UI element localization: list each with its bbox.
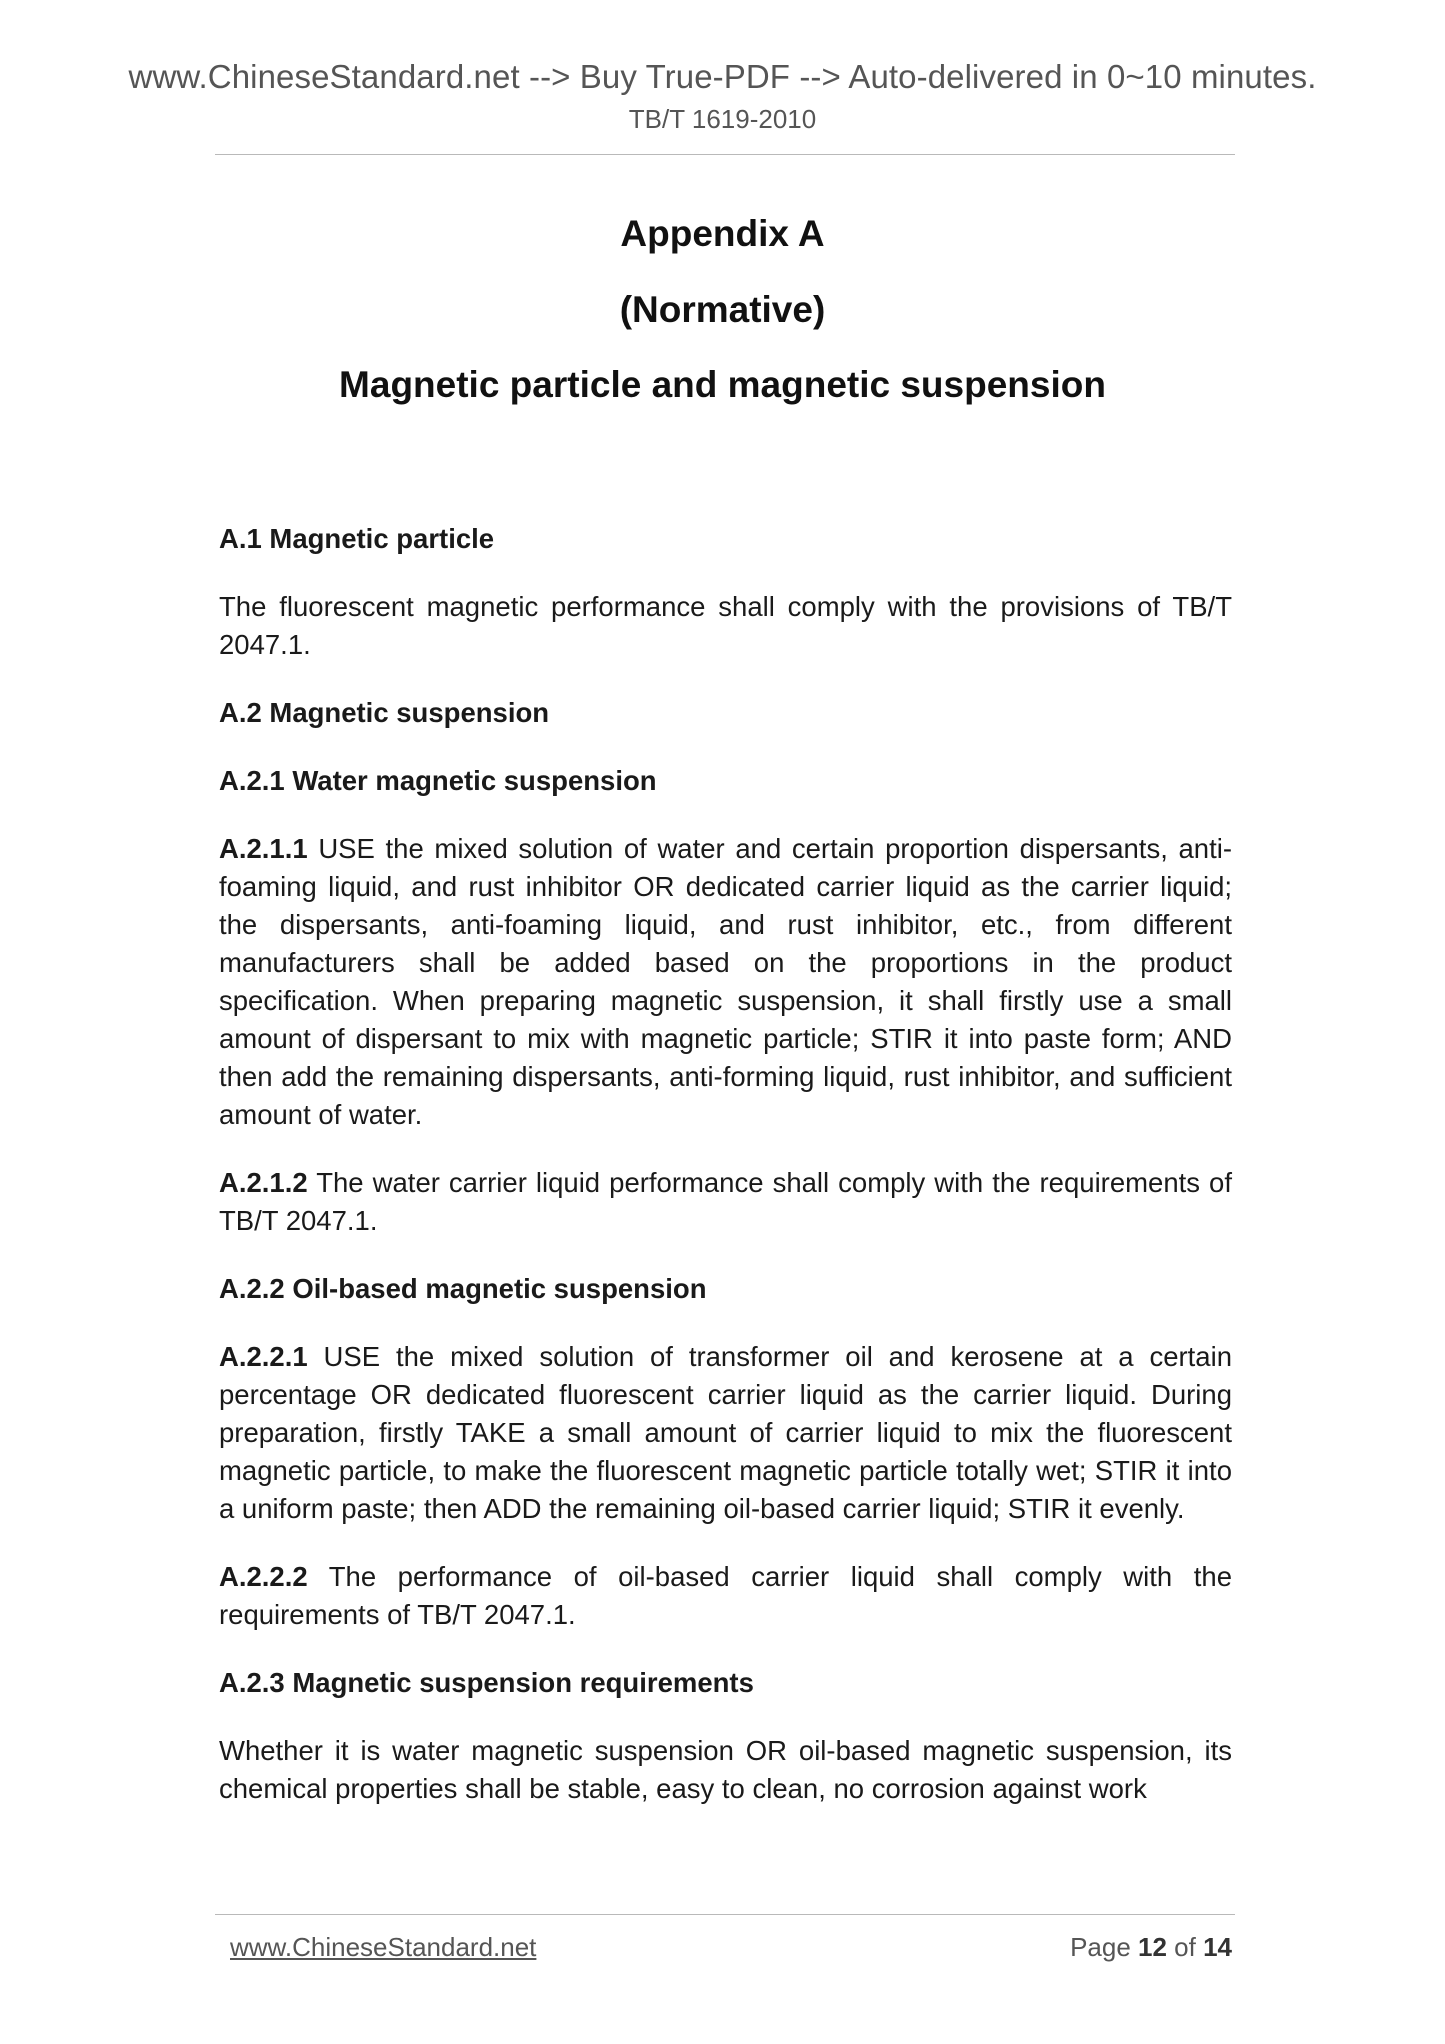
section-text-a1: The fluorescent magnetic performance shall comply with the provisions of TB/T 2047.1. xyxy=(219,591,1232,660)
section-heading-a2: A.2 Magnetic suspension xyxy=(219,697,550,728)
clause-a211 xyxy=(219,830,1232,1134)
appendix-title: Appendix A xyxy=(620,213,825,254)
appendix-type: (Normative) xyxy=(619,289,826,330)
clause-text: The water carrier liquid performance shall comply with the requirements of TB/T 2047.1. xyxy=(219,1167,1232,1236)
page-indicator xyxy=(1070,1932,1232,1963)
footer-website-link[interactable]: www.ChineseStandard.net xyxy=(230,1932,537,1962)
clause-number: A.2.1.2 xyxy=(219,1167,308,1198)
clause-a221 xyxy=(219,1338,1232,1528)
clause-number: A.2.2.1 xyxy=(219,1341,308,1372)
clause-text: The performance of oil-based carrier liquid shall comply with the requirements of TB/T 2047.1. xyxy=(219,1561,1232,1630)
standard-number: TB/T 1619-2010 xyxy=(628,104,817,134)
clause-text: USE the mixed solution of water and certain proportion dispersants, anti-foaming liquid, and rust inhibitor OR dedicated carrier liquid as the carrier liquid; the dispersants, anti-foaming liquid, and rust inhibitor, etc., from different manufacturers shall be added based on the proportions in the product specification. When preparing magnetic suspension, it shall firstly use a small amount of dispersant to mix with magnetic particle; STIR it into paste form; AND then add the remaining dispersants, anti-forming liquid, rust inhibitor, and sufficient amount of water. xyxy=(219,833,1232,1130)
section-heading-a21: A.2.1 Water magnetic suspension xyxy=(219,765,657,796)
clause-a212 xyxy=(219,1164,1232,1240)
page-of: of xyxy=(1166,1932,1204,1962)
page-prefix: Page xyxy=(1070,1932,1139,1962)
section-text-a23: Whether it is water magnetic suspension OR oil-based magnetic suspension, its chemical properties shall be stable, easy to clean, no corrosion against work xyxy=(219,1735,1232,1804)
footer-divider xyxy=(215,1914,1235,1915)
section-heading-a23: A.2.3 Magnetic suspension requirements xyxy=(219,1667,754,1698)
total-pages: 14 xyxy=(1203,1932,1232,1962)
clause-text: USE the mixed solution of transformer oil and kerosene at a certain percentage OR dedicated fluorescent carrier liquid as the carrier liquid. During preparation, firstly TAKE a small amount of carrier liquid to mix the fluorescent magnetic particle, to make the fluorescent magnetic particle totally wet; STIR it into a uniform paste; then ADD the remaining oil-based carrier liquid; STIR it evenly. xyxy=(219,1341,1232,1524)
clause-number: A.2.1.1 xyxy=(219,833,308,864)
appendix-subject: Magnetic particle and magnetic suspension xyxy=(339,364,1106,405)
current-page: 12 xyxy=(1138,1932,1167,1962)
clause-number: A.2.2.2 xyxy=(219,1561,308,1592)
clause-a222 xyxy=(219,1558,1232,1634)
header-banner: www.ChineseStandard.net --> Buy True-PDF --> Auto-delivered in 0~10 minutes. xyxy=(128,58,1317,95)
section-heading-a22: A.2.2 Oil-based magnetic suspension xyxy=(219,1273,707,1304)
document-body xyxy=(219,520,1232,1838)
header-divider xyxy=(215,154,1235,155)
section-heading-a1: A.1 Magnetic particle xyxy=(219,523,495,554)
